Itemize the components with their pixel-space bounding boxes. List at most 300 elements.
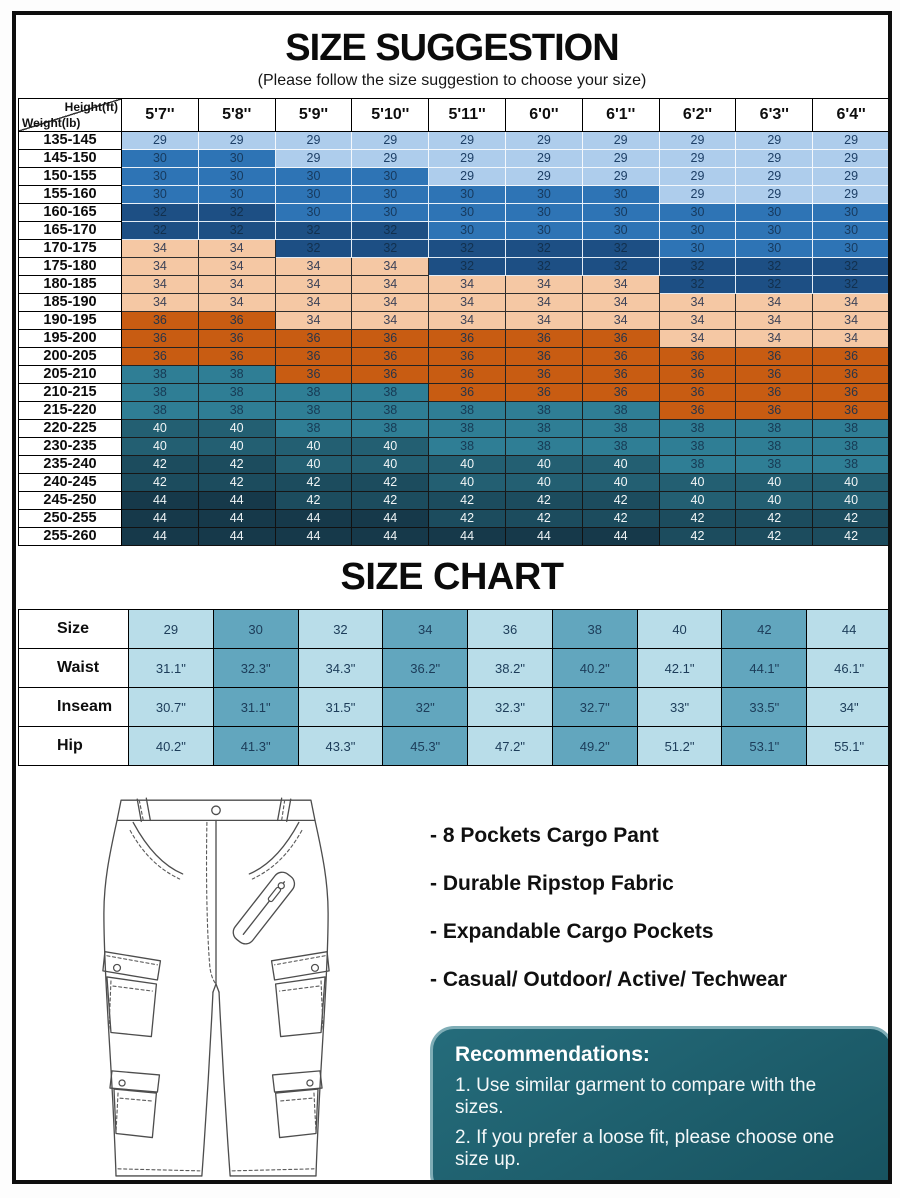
suggestion-size-cell: 36 xyxy=(429,366,506,384)
suggestion-size-cell: 38 xyxy=(429,438,506,456)
suggestion-size-cell: 34 xyxy=(660,312,737,330)
size-chart-cell: 53.1" xyxy=(722,727,807,766)
suggestion-size-cell: 30 xyxy=(276,204,353,222)
suggestion-size-cell: 32 xyxy=(276,240,353,258)
suggestion-size-cell: 30 xyxy=(122,150,199,168)
weight-row-label: 180-185 xyxy=(19,276,122,294)
suggestion-size-cell: 32 xyxy=(276,222,353,240)
suggestion-size-cell: 29 xyxy=(506,150,583,168)
suggestion-size-cell: 38 xyxy=(429,420,506,438)
size-chart-cell: 34 xyxy=(383,610,468,649)
suggestion-size-cell: 34 xyxy=(660,294,737,312)
suggestion-size-cell: 30 xyxy=(736,240,813,258)
weight-row-label: 215-220 xyxy=(19,402,122,420)
height-column-header: 5'9'' xyxy=(276,99,353,132)
suggestion-size-cell: 34 xyxy=(736,330,813,348)
suggestion-size-cell: 34 xyxy=(199,258,276,276)
size-chart-cell: 40.2" xyxy=(553,649,638,688)
size-chart-cell: 40 xyxy=(638,610,723,649)
page-title: SIZE SUGGESTION xyxy=(285,27,619,69)
size-chart-title: SIZE CHART xyxy=(340,556,564,598)
suggestion-size-cell: 32 xyxy=(506,258,583,276)
suggestion-size-cell: 42 xyxy=(352,474,429,492)
suggestion-size-cell: 29 xyxy=(122,132,199,150)
suggestion-size-cell: 30 xyxy=(352,204,429,222)
suggestion-size-cell: 36 xyxy=(506,366,583,384)
feature-list xyxy=(430,824,892,992)
suggestion-size-cell: 29 xyxy=(736,132,813,150)
suggestion-size-cell: 40 xyxy=(199,420,276,438)
suggestion-size-cell: 30 xyxy=(276,168,353,186)
suggestion-size-cell: 30 xyxy=(660,222,737,240)
suggestion-size-cell: 40 xyxy=(352,438,429,456)
suggestion-size-cell: 29 xyxy=(736,150,813,168)
size-chart-cell: 31.1" xyxy=(214,688,299,727)
suggestion-size-cell: 30 xyxy=(199,186,276,204)
suggestion-size-cell: 32 xyxy=(813,276,890,294)
recommendation-line: 2. If you prefer a loose fit, please choose one size up. xyxy=(455,1127,835,1170)
cargo-pants-line-drawing xyxy=(80,780,352,1184)
suggestion-size-cell: 30 xyxy=(429,186,506,204)
weight-row-label: 230-235 xyxy=(19,438,122,456)
size-chart-cell: 30.7" xyxy=(129,688,214,727)
suggestion-size-cell: 32 xyxy=(660,276,737,294)
suggestion-size-cell: 44 xyxy=(352,528,429,546)
suggestion-size-cell: 34 xyxy=(429,312,506,330)
suggestion-size-cell: 34 xyxy=(276,276,353,294)
suggestion-size-cell: 36 xyxy=(429,348,506,366)
suggestion-size-cell: 42 xyxy=(660,528,737,546)
recommendation-line: 1. Use similar garment to compare with the sizes. xyxy=(455,1075,817,1118)
suggestion-size-cell: 36 xyxy=(813,402,890,420)
suggestion-size-cell: 36 xyxy=(736,366,813,384)
weight-row-label: 175-180 xyxy=(19,258,122,276)
suggestion-size-cell: 36 xyxy=(199,348,276,366)
suggestion-size-cell: 29 xyxy=(736,168,813,186)
suggestion-size-cell: 34 xyxy=(122,240,199,258)
weight-row-label: 165-170 xyxy=(19,222,122,240)
size-chart-cell: 42 xyxy=(722,610,807,649)
suggestion-size-cell: 30 xyxy=(506,222,583,240)
suggestion-size-cell: 34 xyxy=(429,276,506,294)
suggestion-size-cell: 34 xyxy=(276,312,353,330)
recommendations-box xyxy=(430,1026,892,1184)
suggestion-size-cell: 29 xyxy=(199,132,276,150)
suggestion-size-cell: 34 xyxy=(352,294,429,312)
height-column-header: 6'0'' xyxy=(506,99,583,132)
suggestion-size-cell: 29 xyxy=(352,150,429,168)
suggestion-size-cell: 38 xyxy=(276,402,353,420)
suggestion-size-cell: 38 xyxy=(583,420,660,438)
suggestion-size-cell: 38 xyxy=(276,420,353,438)
size-chart-cell: 41.3" xyxy=(214,727,299,766)
size-chart-cell: 44 xyxy=(807,610,892,649)
suggestion-size-cell: 30 xyxy=(583,186,660,204)
suggestion-size-cell: 36 xyxy=(660,348,737,366)
weight-row-label: 160-165 xyxy=(19,204,122,222)
weight-row-label: 170-175 xyxy=(19,240,122,258)
details-section xyxy=(18,780,886,1184)
size-chart-cell: 42.1" xyxy=(638,649,723,688)
size-chart-cell: 34" xyxy=(807,688,892,727)
size-chart-cell: 32.7" xyxy=(553,688,638,727)
suggestion-size-cell: 36 xyxy=(352,330,429,348)
suggestion-size-cell: 34 xyxy=(199,276,276,294)
suggestion-size-cell: 30 xyxy=(736,222,813,240)
height-column-header: 6'1'' xyxy=(583,99,660,132)
suggestion-size-cell: 29 xyxy=(583,132,660,150)
weight-row-label: 250-255 xyxy=(19,510,122,528)
suggestion-size-cell: 32 xyxy=(736,258,813,276)
suggestion-size-cell: 42 xyxy=(429,492,506,510)
size-chart-cell: 47.2" xyxy=(468,727,553,766)
suggestion-size-cell: 30 xyxy=(352,186,429,204)
suggestion-size-cell: 34 xyxy=(352,276,429,294)
weight-row-label: 220-225 xyxy=(19,420,122,438)
suggestion-size-cell: 42 xyxy=(660,510,737,528)
suggestion-size-cell: 29 xyxy=(660,186,737,204)
suggestion-size-cell: 36 xyxy=(813,384,890,402)
suggestion-size-cell: 44 xyxy=(122,528,199,546)
suggestion-size-cell: 44 xyxy=(429,528,506,546)
suggestion-size-cell: 32 xyxy=(583,240,660,258)
size-chart-cell: 40.2" xyxy=(129,727,214,766)
suggestion-size-cell: 34 xyxy=(199,294,276,312)
feature-bullet: - Expandable Cargo Pockets xyxy=(430,920,714,943)
suggestion-size-cell: 42 xyxy=(583,492,660,510)
suggestion-size-cell: 38 xyxy=(199,402,276,420)
suggestion-size-cell: 34 xyxy=(583,294,660,312)
suggestion-size-cell: 30 xyxy=(276,186,353,204)
suggestion-size-cell: 38 xyxy=(813,420,890,438)
suggestion-size-cell: 36 xyxy=(276,348,353,366)
feature-bullet: - Casual/ Outdoor/ Active/ Techwear xyxy=(430,968,788,991)
suggestion-size-cell: 40 xyxy=(352,456,429,474)
suggestion-size-cell: 38 xyxy=(583,438,660,456)
suggestion-size-cell: 32 xyxy=(583,258,660,276)
suggestion-size-cell: 32 xyxy=(352,240,429,258)
suggestion-size-cell: 42 xyxy=(276,474,353,492)
suggestion-size-cell: 34 xyxy=(122,276,199,294)
weight-row-label: 150-155 xyxy=(19,168,122,186)
size-chart-row-label: Size xyxy=(19,610,129,649)
size-chart-cell: 32 xyxy=(299,610,384,649)
suggestion-size-cell: 34 xyxy=(736,312,813,330)
size-chart-cell: 44.1" xyxy=(722,649,807,688)
suggestion-size-cell: 32 xyxy=(352,222,429,240)
suggestion-size-cell: 44 xyxy=(506,528,583,546)
suggestion-size-cell: 29 xyxy=(813,132,890,150)
suggestion-size-cell: 40 xyxy=(276,456,353,474)
suggestion-size-cell: 40 xyxy=(813,492,890,510)
suggestion-size-cell: 29 xyxy=(429,132,506,150)
suggestion-size-cell: 30 xyxy=(660,240,737,258)
suggestion-size-cell: 30 xyxy=(813,204,890,222)
suggestion-size-cell: 40 xyxy=(736,474,813,492)
suggestion-size-cell: 30 xyxy=(583,204,660,222)
suggestion-size-cell: 36 xyxy=(506,330,583,348)
suggestion-size-cell: 34 xyxy=(813,330,890,348)
suggestion-size-cell: 42 xyxy=(813,528,890,546)
suggestion-size-cell: 36 xyxy=(506,384,583,402)
weight-row-label: 210-215 xyxy=(19,384,122,402)
suggestion-size-cell: 40 xyxy=(429,456,506,474)
suggestion-size-cell: 30 xyxy=(352,168,429,186)
weight-row-label: 240-245 xyxy=(19,474,122,492)
weight-row-label: 135-145 xyxy=(19,132,122,150)
suggestion-size-cell: 34 xyxy=(506,276,583,294)
suggestion-size-cell: 36 xyxy=(122,348,199,366)
suggestion-size-cell: 29 xyxy=(660,132,737,150)
size-chart-row-label: Inseam xyxy=(19,688,129,727)
suggestion-size-cell: 30 xyxy=(813,222,890,240)
suggestion-size-cell: 38 xyxy=(813,456,890,474)
suggestion-size-cell: 40 xyxy=(199,438,276,456)
size-chart-cell: 32.3" xyxy=(214,649,299,688)
size-chart-cell: 33" xyxy=(638,688,723,727)
suggestion-size-cell: 34 xyxy=(352,312,429,330)
suggestion-size-cell: 29 xyxy=(736,186,813,204)
height-column-header: 5'8'' xyxy=(199,99,276,132)
suggestion-size-cell: 38 xyxy=(506,420,583,438)
weight-row-label: 255-260 xyxy=(19,528,122,546)
suggestion-size-cell: 30 xyxy=(122,186,199,204)
height-column-header: 6'3'' xyxy=(736,99,813,132)
suggestion-size-cell: 36 xyxy=(660,402,737,420)
suggestion-size-cell: 29 xyxy=(813,168,890,186)
suggestion-size-cell: 32 xyxy=(199,204,276,222)
suggestion-size-cell: 36 xyxy=(813,348,890,366)
suggestion-size-cell: 44 xyxy=(276,510,353,528)
suggestion-size-cell: 44 xyxy=(583,528,660,546)
suggestion-size-cell: 36 xyxy=(583,366,660,384)
suggestion-size-cell: 29 xyxy=(506,168,583,186)
suggestion-size-cell: 34 xyxy=(660,330,737,348)
suggestion-size-cell: 30 xyxy=(199,168,276,186)
suggestion-size-cell: 36 xyxy=(199,312,276,330)
suggestion-size-cell: 36 xyxy=(813,366,890,384)
size-chart-cell: 36 xyxy=(468,610,553,649)
suggestion-size-cell: 30 xyxy=(506,186,583,204)
recommendations-title: Recommendations: xyxy=(455,1043,650,1066)
suggestion-size-cell: 38 xyxy=(506,438,583,456)
size-chart-row-label: Hip xyxy=(19,727,129,766)
suggestion-size-cell: 38 xyxy=(813,438,890,456)
size-suggestion-table xyxy=(18,98,890,546)
suggestion-size-cell: 44 xyxy=(199,510,276,528)
suggestion-size-cell: 36 xyxy=(352,366,429,384)
suggestion-size-cell: 30 xyxy=(429,222,506,240)
size-chart-cell: 34.3" xyxy=(299,649,384,688)
suggestion-size-cell: 34 xyxy=(199,240,276,258)
suggestion-size-cell: 32 xyxy=(199,222,276,240)
suggestion-size-cell: 42 xyxy=(199,474,276,492)
size-chart-table xyxy=(18,609,892,766)
height-column-header: 6'2'' xyxy=(660,99,737,132)
weight-row-label: 205-210 xyxy=(19,366,122,384)
suggestion-size-cell: 42 xyxy=(276,492,353,510)
cargo-pants-illustration xyxy=(80,780,352,1184)
suggestion-size-cell: 38 xyxy=(122,402,199,420)
suggestion-size-cell: 30 xyxy=(583,222,660,240)
size-chart-row-label: Waist xyxy=(19,649,129,688)
suggestion-size-cell: 36 xyxy=(199,330,276,348)
suggestion-size-cell: 40 xyxy=(122,420,199,438)
suggestion-size-cell: 40 xyxy=(583,456,660,474)
size-chart-cell: 38 xyxy=(553,610,638,649)
weight-row-label: 195-200 xyxy=(19,330,122,348)
suggestion-size-cell: 36 xyxy=(660,384,737,402)
size-chart-cell: 46.1" xyxy=(807,649,892,688)
suggestion-size-cell: 36 xyxy=(660,366,737,384)
suggestion-size-cell: 40 xyxy=(276,438,353,456)
suggestion-size-cell: 29 xyxy=(429,150,506,168)
suggestion-size-cell: 38 xyxy=(352,384,429,402)
suggestion-size-cell: 38 xyxy=(122,366,199,384)
suggestion-size-cell: 38 xyxy=(199,384,276,402)
size-chart-cell: 30 xyxy=(214,610,299,649)
suggestion-size-cell: 30 xyxy=(122,168,199,186)
suggestion-size-cell: 40 xyxy=(429,474,506,492)
suggestion-size-cell: 38 xyxy=(660,420,737,438)
suggestion-size-cell: 32 xyxy=(122,204,199,222)
suggestion-size-cell: 34 xyxy=(736,294,813,312)
size-chart-cell: 32" xyxy=(383,688,468,727)
suggestion-size-cell: 36 xyxy=(506,348,583,366)
suggestion-size-cell: 44 xyxy=(199,528,276,546)
size-chart-cell: 38.2" xyxy=(468,649,553,688)
height-column-header: 5'7'' xyxy=(122,99,199,132)
height-column-header: 5'11'' xyxy=(429,99,506,132)
suggestion-size-cell: 29 xyxy=(660,150,737,168)
weight-row-label: 190-195 xyxy=(19,312,122,330)
suggestion-size-cell: 29 xyxy=(429,168,506,186)
suggestion-size-cell: 36 xyxy=(583,384,660,402)
suggestion-size-cell: 29 xyxy=(813,150,890,168)
size-chart-cell: 45.3" xyxy=(383,727,468,766)
suggestion-size-cell: 29 xyxy=(276,150,353,168)
suggestion-size-cell: 30 xyxy=(813,240,890,258)
suggestion-size-cell: 38 xyxy=(583,402,660,420)
suggestion-size-cell: 38 xyxy=(352,402,429,420)
suggestion-size-cell: 34 xyxy=(276,294,353,312)
feature-bullet: - 8 Pockets Cargo Pant xyxy=(430,824,659,847)
suggestion-size-cell: 42 xyxy=(506,492,583,510)
suggestion-size-cell: 44 xyxy=(352,510,429,528)
suggestion-size-cell: 32 xyxy=(813,258,890,276)
weight-row-label: 155-160 xyxy=(19,186,122,204)
suggestion-size-cell: 40 xyxy=(506,474,583,492)
suggestion-size-cell: 34 xyxy=(122,258,199,276)
suggestion-size-cell: 29 xyxy=(583,150,660,168)
suggestion-size-cell: 42 xyxy=(352,492,429,510)
suggestion-size-cell: 42 xyxy=(813,510,890,528)
size-chart-cell: 36.2" xyxy=(383,649,468,688)
suggestion-size-cell: 36 xyxy=(429,384,506,402)
suggestion-size-cell: 32 xyxy=(122,222,199,240)
suggestion-size-cell: 36 xyxy=(583,348,660,366)
suggestion-size-cell: 34 xyxy=(429,294,506,312)
suggestion-size-cell: 36 xyxy=(583,330,660,348)
feature-column xyxy=(352,780,892,1184)
page-subtitle: (Please follow the size suggestion to choose your size) xyxy=(257,72,647,89)
suggestion-size-cell: 32 xyxy=(736,276,813,294)
height-column-header: 5'10'' xyxy=(352,99,429,132)
suggestion-size-cell: 29 xyxy=(813,186,890,204)
suggestion-size-cell: 38 xyxy=(122,384,199,402)
size-chart-cell: 51.2" xyxy=(638,727,723,766)
suggestion-size-cell: 38 xyxy=(736,456,813,474)
suggestion-size-cell: 29 xyxy=(352,132,429,150)
suggestion-size-cell: 42 xyxy=(122,456,199,474)
suggestion-size-cell: 34 xyxy=(813,312,890,330)
weight-row-label: 235-240 xyxy=(19,456,122,474)
suggestion-size-cell: 36 xyxy=(736,384,813,402)
suggestion-size-cell: 30 xyxy=(506,204,583,222)
weight-row-label: 245-250 xyxy=(19,492,122,510)
suggestion-size-cell: 30 xyxy=(199,150,276,168)
suggestion-size-cell: 36 xyxy=(736,348,813,366)
suggestion-size-cell: 38 xyxy=(660,456,737,474)
suggestion-size-cell: 44 xyxy=(122,492,199,510)
suggestion-size-cell: 36 xyxy=(122,312,199,330)
suggestion-size-cell: 38 xyxy=(199,366,276,384)
suggestion-size-cell: 42 xyxy=(506,510,583,528)
suggestion-size-cell: 30 xyxy=(736,204,813,222)
suggestion-size-cell: 34 xyxy=(352,258,429,276)
suggestion-size-cell: 30 xyxy=(429,204,506,222)
suggestion-size-cell: 40 xyxy=(660,492,737,510)
suggestion-size-cell: 32 xyxy=(429,240,506,258)
suggestion-size-cell: 42 xyxy=(199,456,276,474)
suggestion-size-cell: 44 xyxy=(199,492,276,510)
suggestion-size-cell: 38 xyxy=(506,402,583,420)
size-chart-cell: 31.1" xyxy=(129,649,214,688)
suggestion-size-cell: 42 xyxy=(583,510,660,528)
feature-bullet: - Durable Ripstop Fabric xyxy=(430,872,674,895)
weight-row-label: 200-205 xyxy=(19,348,122,366)
suggestion-size-cell: 42 xyxy=(122,474,199,492)
suggestion-size-cell: 36 xyxy=(122,330,199,348)
suggestion-size-cell: 40 xyxy=(583,474,660,492)
suggestion-size-cell: 40 xyxy=(122,438,199,456)
size-chart-cell: 32.3" xyxy=(468,688,553,727)
weight-row-label: 145-150 xyxy=(19,150,122,168)
suggestion-size-cell: 34 xyxy=(276,258,353,276)
size-chart-cell: 49.2" xyxy=(553,727,638,766)
corner-height-label: Height(ft) xyxy=(64,100,118,114)
suggestion-size-cell: 42 xyxy=(736,528,813,546)
size-chart-cell: 55.1" xyxy=(807,727,892,766)
suggestion-size-cell: 32 xyxy=(506,240,583,258)
suggestion-size-cell: 36 xyxy=(352,348,429,366)
size-chart-cell: 31.5" xyxy=(299,688,384,727)
size-chart-cell: 29 xyxy=(129,610,214,649)
suggestion-size-cell: 34 xyxy=(583,276,660,294)
height-column-header: 6'4'' xyxy=(813,99,890,132)
height-weight-corner-cell xyxy=(19,99,122,132)
suggestion-size-cell: 40 xyxy=(506,456,583,474)
suggestion-size-cell: 38 xyxy=(429,402,506,420)
size-chart-cell: 33.5" xyxy=(722,688,807,727)
suggestion-size-cell: 38 xyxy=(276,384,353,402)
recommendations-items xyxy=(455,1075,869,1171)
suggestion-size-cell: 38 xyxy=(660,438,737,456)
suggestion-size-cell: 40 xyxy=(813,474,890,492)
suggestion-size-cell: 36 xyxy=(276,366,353,384)
suggestion-size-cell: 29 xyxy=(660,168,737,186)
suggestion-size-cell: 34 xyxy=(506,294,583,312)
